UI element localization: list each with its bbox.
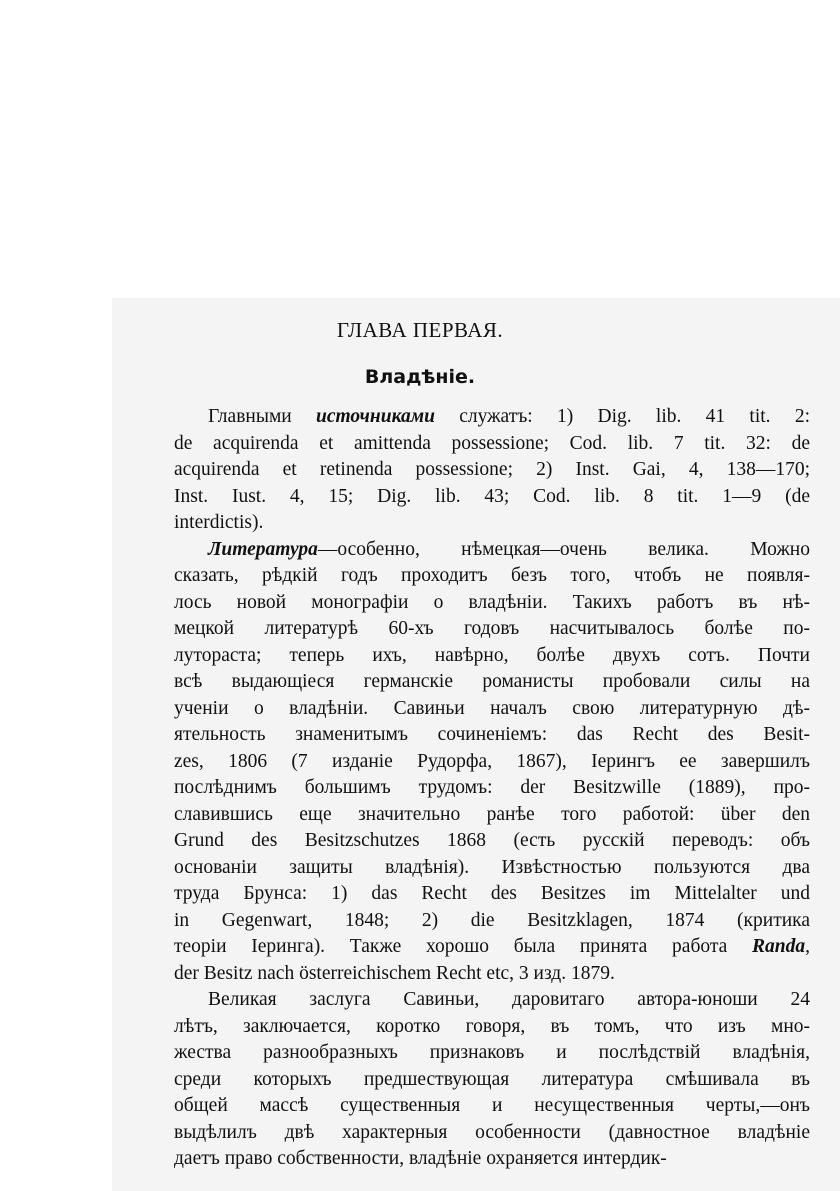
line-text: zes, 1806 (7 изданіе Рудорфа, 1867), Іерингъ ее завершилъ xyxy=(174,750,810,772)
text-line xyxy=(174,404,810,431)
text-line xyxy=(174,749,810,776)
line-text: послѣднимъ большимъ трудомъ: der Besitzwille (1889), про- xyxy=(174,777,810,798)
text-line xyxy=(174,510,810,537)
line-text: лутораста; теперь ихъ, навѣрно, болѣе двухъ сотъ. Почти xyxy=(174,644,810,666)
text-line xyxy=(174,987,810,1014)
line-text: теоріи Іеринга). Также хорошо была принята работа xyxy=(174,936,753,957)
text-line xyxy=(174,431,810,458)
line-text: общей массѣ существенныя и несущественныя черты,—онъ xyxy=(174,1095,810,1116)
text-line xyxy=(174,563,810,590)
line-text: основаніи защиты владѣнія). Извѣстностью пользуются два xyxy=(174,856,810,878)
text-line xyxy=(174,616,810,643)
line-text: Великая заслуга Савиньи, даровитаго автора-юноши 24 xyxy=(208,989,810,1010)
line-text: выдѣлилъ двѣ характерныя особенности (давностное владѣніе xyxy=(174,1121,810,1143)
line-text: мецкой литературѣ 60-хъ годовъ насчитывалось болѣе по- xyxy=(174,618,810,639)
line-text: служатъ: 1) Dig. lib. 41 tit. 2: xyxy=(434,406,810,427)
paragraph xyxy=(174,987,810,1173)
text-line xyxy=(174,881,810,908)
text-line xyxy=(174,1120,810,1147)
text-line xyxy=(174,1067,810,1094)
line-text: de acquirenda et amittenda possessione; Cod. lib. 7 tit. 32: de xyxy=(174,432,810,454)
line-text: ученіи о владѣніи. Савиньи началъ свою литературную дѣ- xyxy=(174,697,810,719)
line-text: лѣтъ, заключается, коротко говоря, въ томъ, что изъ мно- xyxy=(174,1015,810,1037)
text-line xyxy=(174,828,810,855)
line-text: сказать, рѣдкій годъ проходитъ безъ того, чтобъ не появля- xyxy=(174,565,810,586)
text-line xyxy=(174,1093,810,1120)
text-line xyxy=(174,590,810,617)
emphasis-text: Литература xyxy=(208,538,318,560)
text-line xyxy=(174,537,810,564)
line-text: даетъ право собственности, владѣніе охраняется интердик- xyxy=(174,1148,667,1169)
text-line xyxy=(174,961,810,988)
line-text: труда Брунса: 1) das Recht des Besitzes im Mittelalter und xyxy=(174,883,810,904)
text-line xyxy=(174,669,810,696)
paragraph xyxy=(174,537,810,988)
section-title: Владѣніе. xyxy=(364,366,476,388)
chapter-heading: ГЛАВА ПЕРВАЯ. xyxy=(336,318,504,342)
text-line xyxy=(174,908,810,935)
line-text: ятельность знаменитымъ сочиненіемъ: das Recht des Besit- xyxy=(174,724,810,745)
text-line xyxy=(174,643,810,670)
text-line xyxy=(174,802,810,829)
line-text: —особенно, нѣмецкая—очень велика. Можно xyxy=(317,538,810,560)
text-line xyxy=(174,722,810,749)
line-text: Inst. Iust. 4, 15; Dig. lib. 43; Cod. lib. 8 tit. 1—9 (de xyxy=(174,485,810,507)
text-line xyxy=(174,1014,810,1041)
line-text: всѣ выдающіеся германскіе романисты пробовали силы на xyxy=(174,671,810,692)
line-text: der Besitz nach österreichischem Recht etc, 3 изд. 1879. xyxy=(174,962,615,984)
text-line xyxy=(174,775,810,802)
line-text: лось новой монографіи о владѣніи. Такихъ работъ въ нѣ- xyxy=(174,591,810,613)
line-text: in Gegenwart, 1848; 2) die Besitzklagen, 1874 (критика xyxy=(174,909,810,931)
line-text: interdictis). xyxy=(174,512,264,533)
text-line xyxy=(174,696,810,723)
line-text: жества разнообразныхъ признаковъ и послѣдствій владѣнія, xyxy=(174,1042,810,1063)
page-body xyxy=(174,404,810,1173)
line-text: Grund des Besitzschutzes 1868 (есть русскій переводъ: объ xyxy=(174,830,810,851)
line-text: , xyxy=(805,936,810,957)
text-line xyxy=(174,457,810,484)
text-line xyxy=(174,855,810,882)
paragraph xyxy=(174,404,810,537)
text-line xyxy=(174,1040,810,1067)
text-line xyxy=(174,484,810,511)
line-text: Главными xyxy=(208,406,316,427)
line-text: acquirenda et retinenda possessione; 2) Inst. Gai, 4, 138—170; xyxy=(174,459,810,480)
line-text: славившись еще значительно ранѣе того работой: über den xyxy=(174,803,810,825)
text-line xyxy=(174,1146,810,1173)
line-text: среди которыхъ предшествующая литература смѣшивала въ xyxy=(174,1068,810,1090)
emphasis-text: Randa xyxy=(752,936,806,957)
emphasis-text: источниками xyxy=(316,406,435,427)
text-line xyxy=(174,934,810,961)
